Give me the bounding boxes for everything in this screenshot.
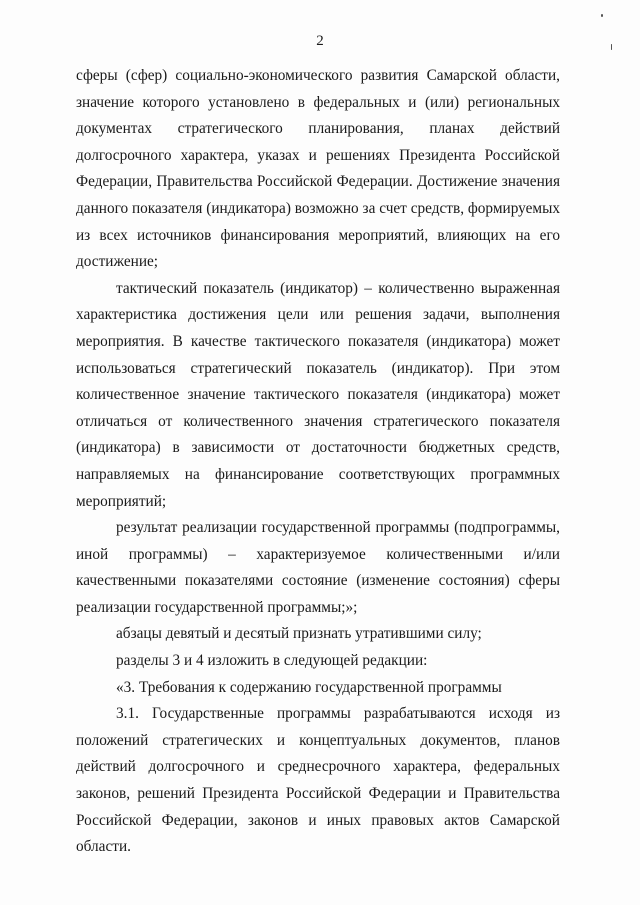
paragraph: сферы (сфер) социально-экономического развития Самарской области, значение которого установлено в федеральных и (или) региональных документах стратегического планирования, планах действий долгосрочного характера, указах и решениях Президента Российской Федерации, Правительства Российской Федерации. Достижение значения данного показателя (индикатора) возможно за счет средств, формируемых из всех источников финансирования мероприятий, влияющих на его достижение; (76, 67, 560, 271)
section-heading: «3. Требования к содержанию государственной программы (116, 678, 502, 696)
paragraph: тактический показатель (индикатор) – количественно выраженная характеристика достижения цели или решения задачи, выполнения мероприятия. В качестве тактического показателя (индикатора) может использоваться стратегический показатель (индикатор). При этом количественное значение тактического показателя (индикатора) может отличаться от количественного значения стратегического показателя (индикатора) в зависимости от достаточности бюджетных средств, направляемых на финансирование соответствующих программных мероприятий; (76, 279, 560, 510)
paragraph: абзацы девятый и десятый признать утратившими силу; (116, 625, 482, 643)
page-number: 2 (316, 33, 324, 49)
paragraph: 3.1. Государственные программы разрабатываются исходя из положений стратегических и концептуальных документов, планов действий долгосрочного и среднесрочного характера, федеральных законов, решений Президента Российской Федерации и Правительства Российской Федерации, законов и иных правовых актов Самарской области. (76, 705, 560, 856)
scan-speck (601, 14, 603, 17)
paragraph: результат реализации государственной программы (подпрограммы, иной программы) – характеризуемое количественными и/или качественными показателями состояние (изменение состояния) сферы реализации государственной программы;»; (76, 519, 560, 616)
document-body (76, 63, 560, 861)
paragraph: разделы 3 и 4 изложить в следующей редакции: (116, 652, 428, 670)
